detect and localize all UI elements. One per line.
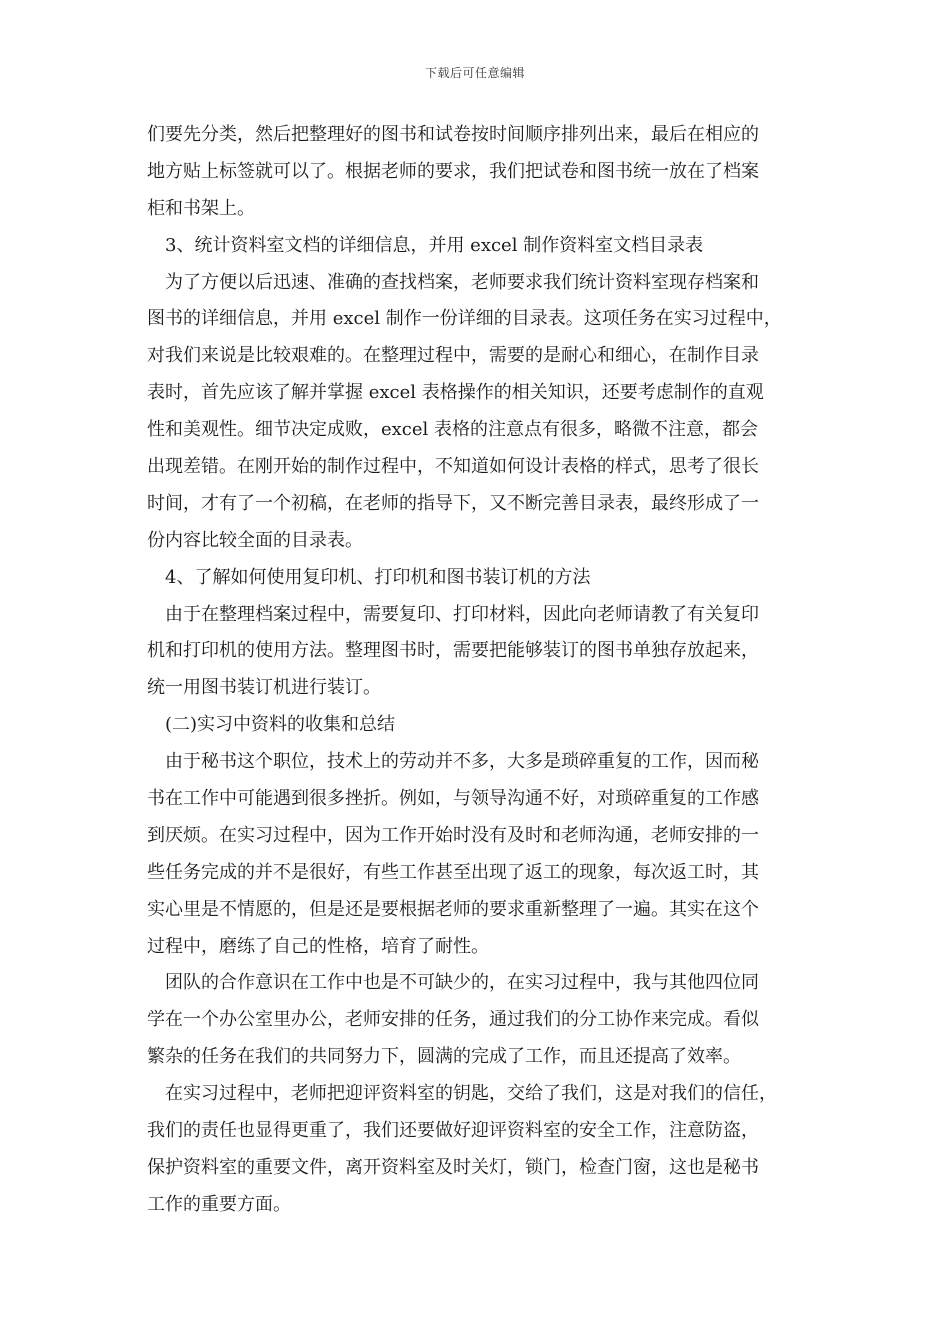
text-line: 对我们来说是比较艰难的。在整理过程中，需要的是耐心和细心，在制作目录 — [147, 345, 759, 367]
text-line: 4、了解如何使用复印机、打印机和图书装订机的方法 — [165, 566, 591, 588]
text-line: 繁杂的任务在我们的共同努力下，圆满的完成了工作，而且还提高了效率。 — [147, 1046, 741, 1068]
text-line: 统一用图书装订机进行装订。 — [147, 677, 381, 699]
text-line: 图书的详细信息，并用 excel 制作一份详细的目录表。这项任务在实习过程中， — [147, 308, 782, 330]
text-line: 3、统计资料室文档的详细信息，并用 excel 制作资料室文档目录表 — [165, 234, 704, 256]
text-line: 过程中，磨练了自己的性格，培育了耐性。 — [147, 935, 489, 957]
text-line: 在实习过程中，老师把迎评资料室的钥匙，交给了我们，这是对我们的信任， — [165, 1083, 777, 1105]
text-line: 我们的责任也显得更重了，我们还要做好迎评资料室的安全工作，注意防盗， — [147, 1120, 759, 1142]
text-line: 性和美观性。细节决定成败，excel 表格的注意点有很多，略微不注意，都会 — [147, 419, 759, 441]
text-line: 柜和书架上。 — [147, 197, 255, 219]
text-line: 时间，才有了一个初稿，在老师的指导下，又不断完善目录表，最终形成了一 — [147, 492, 759, 514]
text-line: 份内容比较全面的目录表。 — [147, 529, 363, 551]
text-line: 为了方便以后迅速、准确的查找档案，老师要求我们统计资料室现存档案和 — [165, 271, 759, 293]
text-line: (二)实习中资料的收集和总结 — [165, 714, 396, 736]
document-body — [147, 117, 807, 1224]
text-line: 出现差错。在刚开始的制作过程中，不知道如何设计表格的样式，思考了很长 — [147, 456, 759, 478]
text-line: 些任务完成的并不是很好，有些工作甚至出现了返工的现象，每次返工时，其 — [147, 861, 759, 883]
text-line: 们要先分类，然后把整理好的图书和试卷按时间顺序排列出来，最后在相应的 — [147, 124, 759, 145]
text-line: 团队的合作意识在工作中也是不可缺少的，在实习过程中，我与其他四位同 — [165, 972, 759, 994]
text-line: 表时，首先应该了解并掌握 excel 表格操作的相关知识，还要考虑制作的直观 — [147, 382, 764, 404]
page-header: 下载后可任意编辑 — [424, 66, 525, 80]
text-line: 书在工作中可能遇到很多挫折。例如，与领导沟通不好，对琐碎重复的工作感 — [147, 788, 759, 810]
text-line: 由于在整理档案过程中，需要复印、打印材料，因此向老师请教了有关复印 — [165, 603, 759, 625]
text-line: 保护资料室的重要文件，离开资料室及时关灯，锁门，检查门窗，这也是秘书 — [147, 1156, 759, 1178]
text-line: 地方贴上标签就可以了。根据老师的要求，我们把试卷和图书统一放在了档案 — [147, 160, 759, 182]
text-line: 实心里是不情愿的，但是还是要根据老师的要求重新整理了一遍。其实在这个 — [147, 898, 759, 920]
text-line: 由于秘书这个职位，技术上的劳动并不多，大多是琐碎重复的工作，因而秘 — [165, 751, 759, 773]
text-line: 到厌烦。在实习过程中，因为工作开始时没有及时和老师沟通，老师安排的一 — [147, 824, 759, 846]
text-line: 机和打印机的使用方法。整理图书时，需要把能够装订的图书单独存放起来， — [147, 640, 759, 662]
text-line: 工作的重要方面。 — [147, 1193, 291, 1215]
text-line: 学在一个办公室里办公，老师安排的任务，通过我们的分工协作来完成。看似 — [147, 1009, 759, 1031]
